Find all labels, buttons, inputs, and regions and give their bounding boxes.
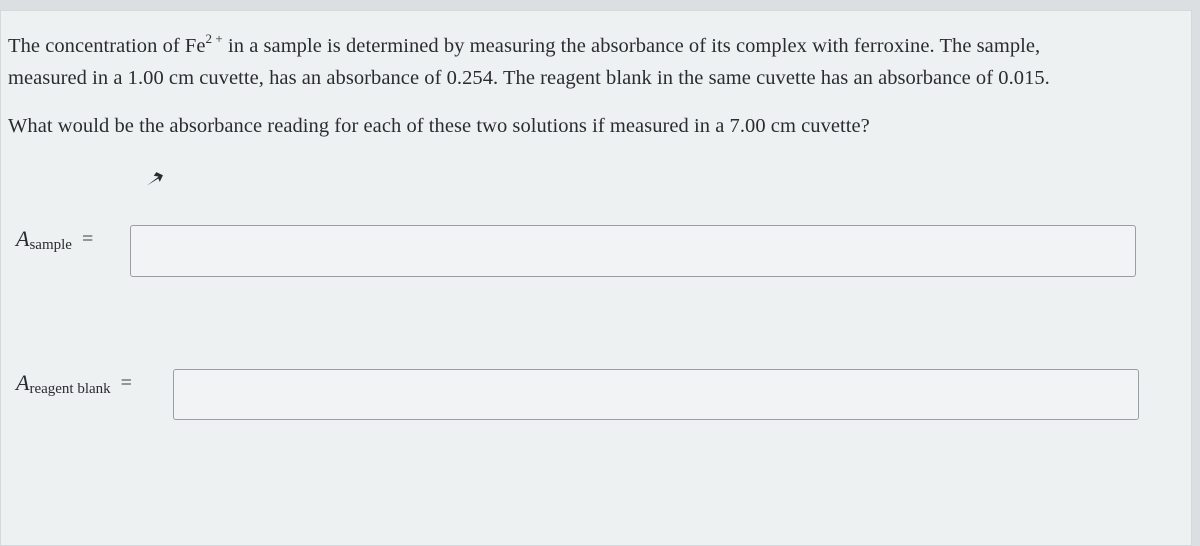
question-line-1 bbox=[8, 30, 1188, 62]
absorbance-symbol bbox=[16, 226, 72, 252]
sample-absorbance-input[interactable] bbox=[130, 225, 1136, 277]
mouse-pointer-icon bbox=[145, 170, 165, 190]
subscript-sample: sample bbox=[29, 237, 72, 253]
subscript-reagent-blank: reagent blank bbox=[29, 381, 111, 397]
sample-answer-label bbox=[16, 226, 93, 252]
question-line-2: measured in a 1.00 cm cuvette, has an absorbance of 0.254. The reagent blank in the same cuvette has an absorbance of 0.015. bbox=[8, 67, 1050, 89]
blank-answer-label bbox=[16, 370, 132, 396]
equals-sign: = bbox=[120, 371, 132, 394]
question-prompt: What would be the absorbance reading for each of these two solutions if measured in a 7.00 cm cuvette? bbox=[8, 115, 870, 137]
question-panel bbox=[0, 10, 1192, 546]
equals-sign: = bbox=[81, 227, 94, 250]
reagent-blank-absorbance-input[interactable] bbox=[173, 369, 1139, 420]
symbol-a: A bbox=[16, 370, 30, 395]
symbol-a: A bbox=[16, 226, 30, 251]
question-text-part-1: The concentration of Fe bbox=[8, 35, 206, 57]
question-text-part-2: in a sample is determined by measuring the absorbance of its complex with ferroxine. The sample, bbox=[227, 35, 1041, 57]
ion-charge-superscript: 2 + bbox=[205, 31, 223, 46]
absorbance-symbol bbox=[16, 370, 111, 396]
question-text bbox=[8, 30, 1188, 142]
